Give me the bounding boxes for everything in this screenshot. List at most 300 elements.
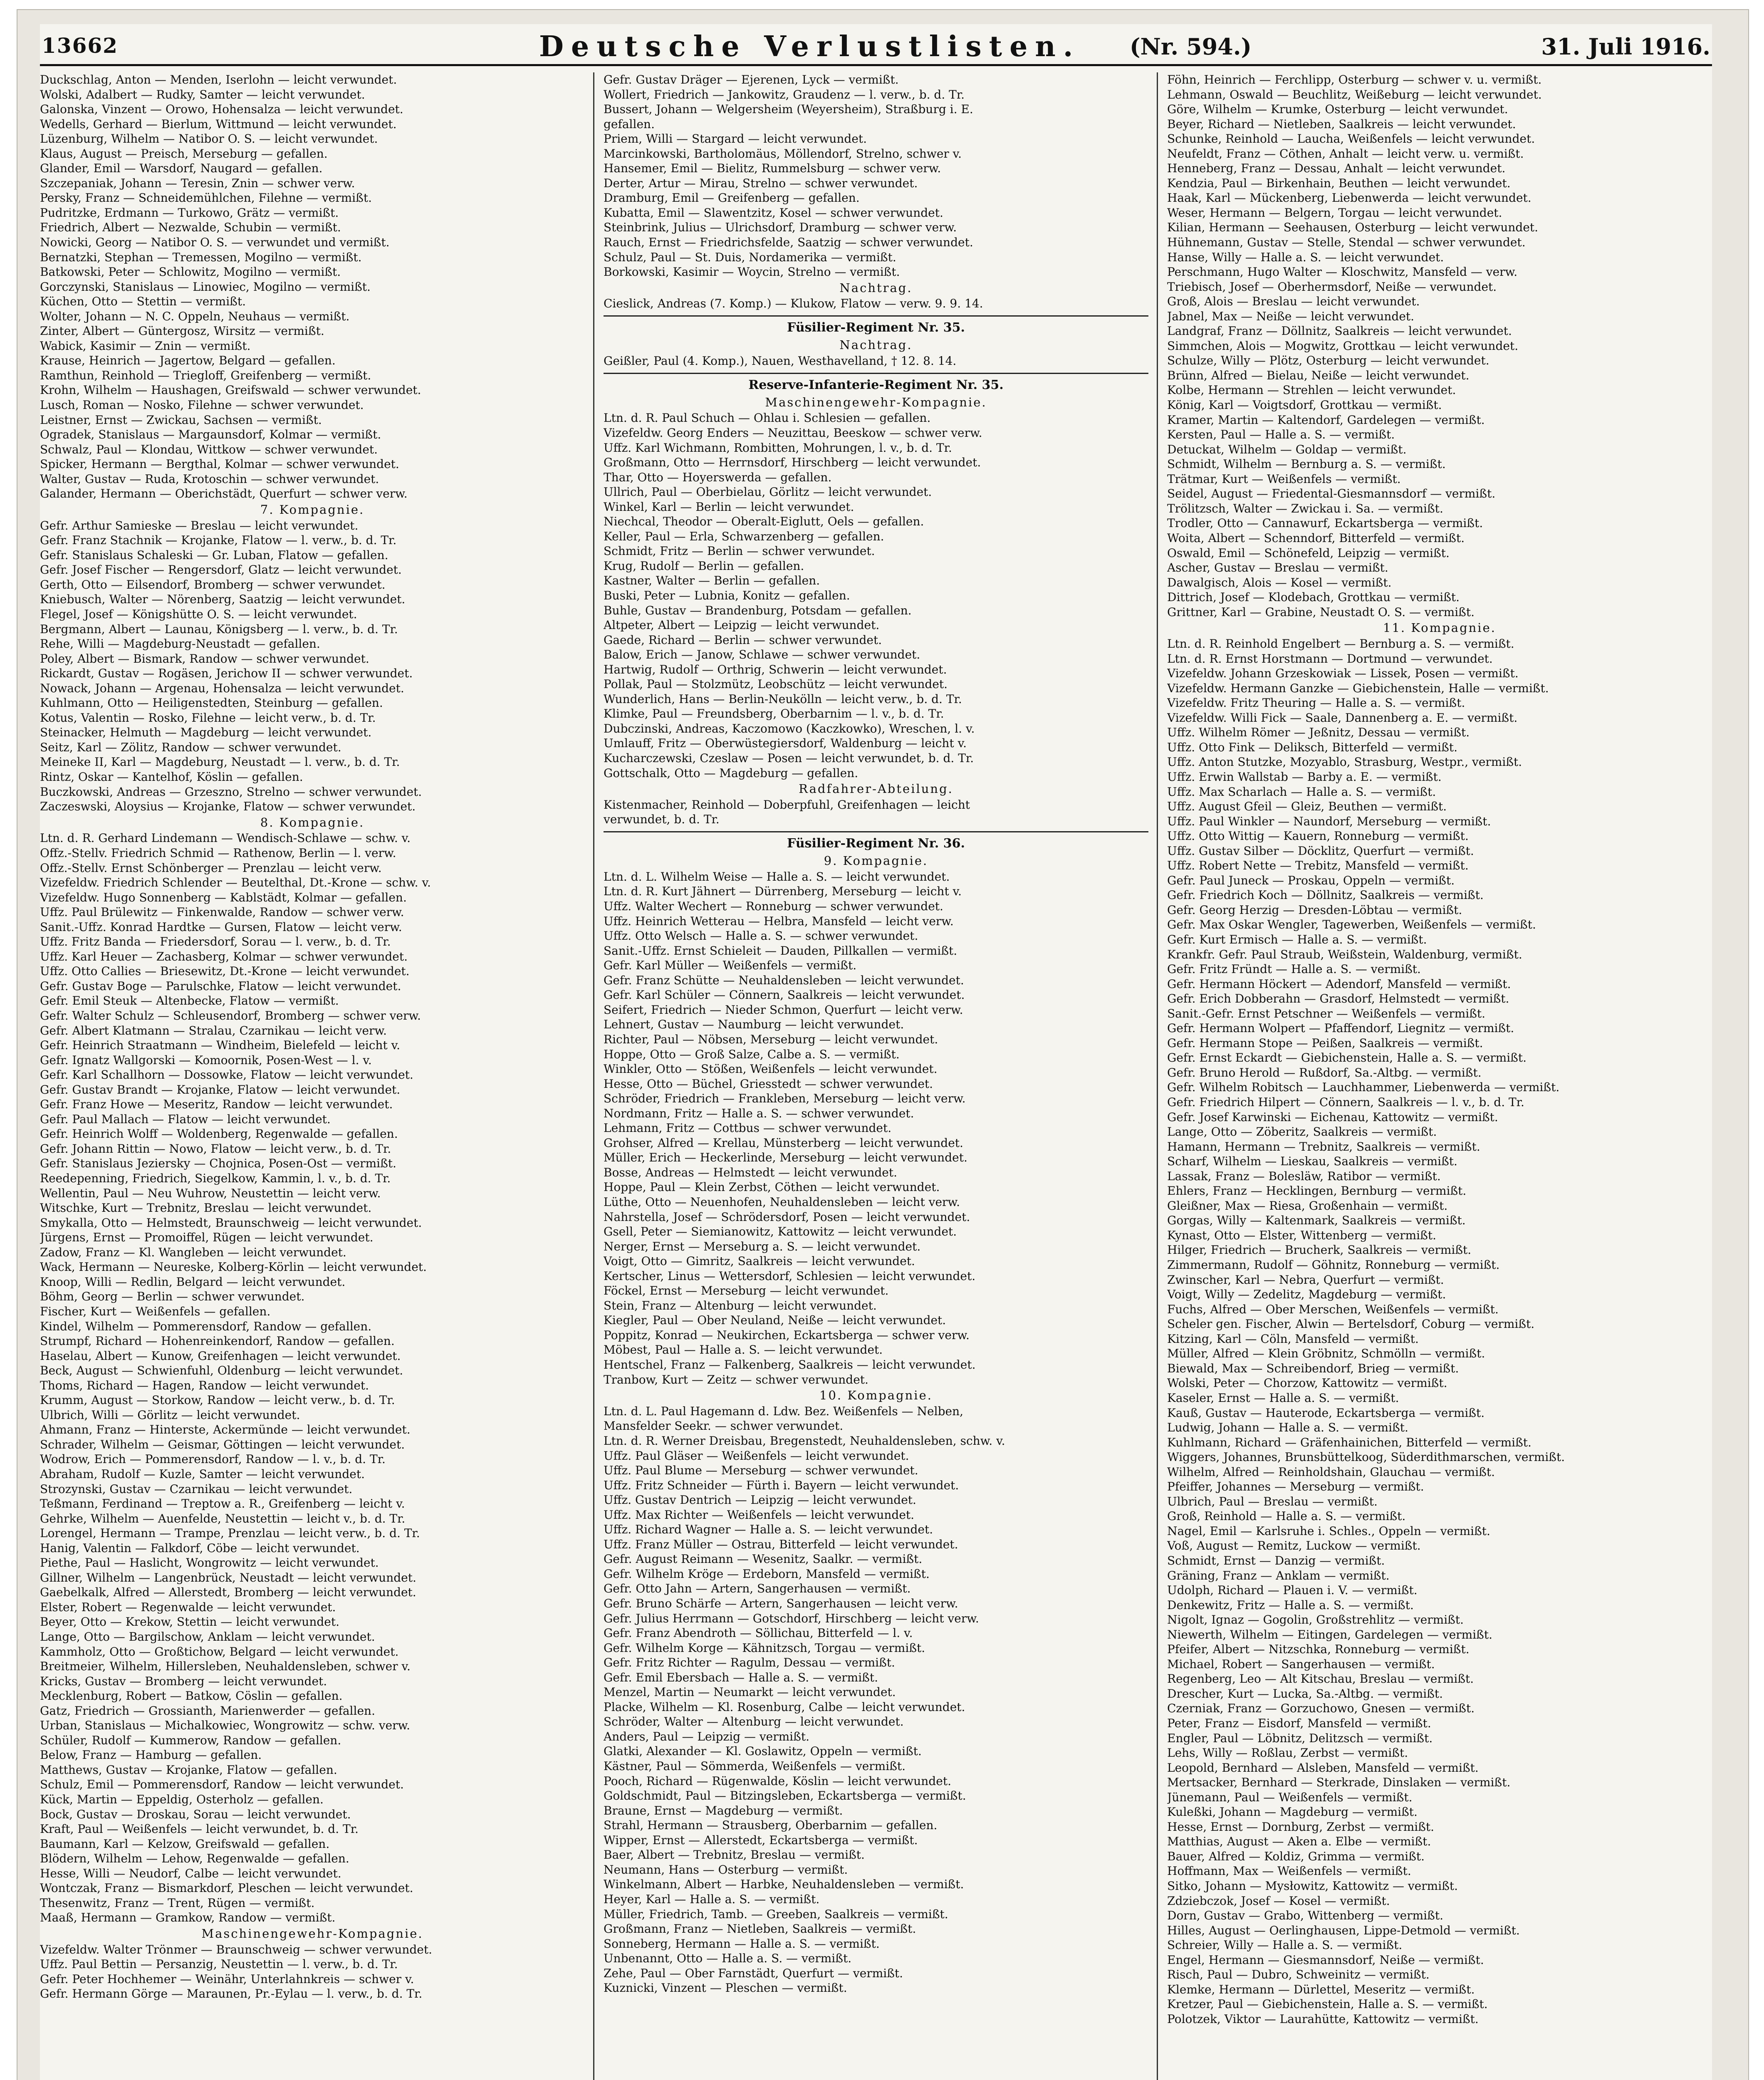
casualty-entry: Winkelmann, Albert — Harbke, Neuhaldensleben — vermißt.: [604, 1877, 964, 1892]
casualty-entry: Wipper, Ernst — Allerstedt, Eckartsberga — vermißt.: [604, 1833, 918, 1847]
casualty-entry: Niechcal, Theodor — Oberalt-Eiglutt, Oels — gefallen.: [604, 515, 924, 529]
casualty-entry: Ltn. d. R. Kurt Jähnert — Dürrenberg, Merseburg — leicht v.: [604, 884, 962, 899]
casualty-entry: Regenberg, Leo — Alt Kitschau, Breslau — vermißt.: [1167, 1672, 1474, 1686]
casualty-entry: Nigolt, Ignaz — Gogolin, Großstrehlitz — vermißt.: [1167, 1613, 1464, 1627]
casualty-entry: Jünemann, Paul — Weißenfels — vermißt.: [1167, 1790, 1413, 1804]
casualty-entry: Seitz, Karl — Zölitz, Randow — schwer verwundet.: [40, 740, 341, 754]
casualty-entry: Ltn. d. R. Ernst Horstmann — Dortmund — verwundet.: [1167, 651, 1493, 666]
casualty-entry: Gefr. Fritz Richter — Ragulm, Dessau — vermißt.: [604, 1656, 895, 1670]
casualty-entry: gefallen.: [604, 117, 655, 131]
casualty-entry: Kertscher, Linus — Wettersdorf, Schlesien — leicht verwundet.: [604, 1269, 976, 1283]
casualty-entry: Gefr. Paul Juneck — Proskau, Oppeln — vermißt.: [1167, 873, 1455, 887]
casualty-entry: Ltn. d. R. Werner Dreisbau, Bregenstedt, Neuhaldensleben, schw. v.: [604, 1434, 1005, 1448]
casualty-entry: Gefr. Franz Abendroth — Söllichau, Bitterfeld — l. v.: [604, 1626, 913, 1640]
casualty-entry: Kindel, Wilhelm — Pommerensdorf, Randow — gefallen.: [40, 1319, 372, 1333]
casualty-entry: Lehmann, Oswald — Beuchlitz, Weißeburg — leicht verwundet.: [1167, 87, 1542, 102]
casualty-entry: Wolski, Peter — Chorzow, Kattowitz — vermißt.: [1167, 1376, 1447, 1390]
casualty-entry: Bosse, Andreas — Helmstedt — leicht verwundet.: [604, 1165, 898, 1179]
casualty-entry: Voigt, Willy — Zedelitz, Magdeburg — vermißt.: [1167, 1288, 1446, 1302]
casualty-entry: Uffz. Paul Brülewitz — Finkenwalde, Randow — schwer verw.: [40, 905, 404, 919]
casualty-entry: Rickardt, Gustav — Rogäsen, Jerichow II — schwer verwundet.: [40, 666, 413, 681]
casualty-entry: Unbenannt, Otto — Halle a. S. — vermißt.: [604, 1951, 852, 1966]
casualty-entry: Risch, Paul — Dubro, Schweinitz — vermißt.: [1167, 1968, 1430, 1982]
casualty-entry: Kuhlmann, Richard — Gräfenhainichen, Bitterfeld — vermißt.: [1167, 1435, 1531, 1449]
regiment-heading: Reserve-Infanterie-Regiment Nr. 35.: [748, 377, 1004, 392]
casualty-entry: Kitzing, Karl — Cöln, Mansfeld — vermißt.: [1167, 1332, 1419, 1346]
column-divider: [1157, 72, 1158, 2080]
casualty-entry: Kuhlmann, Otto — Heiligenstedten, Steinburg — gefallen.: [40, 696, 383, 710]
casualty-entry: Lassak, Franz — Bolesläw, Ratibor — vermißt.: [1167, 1169, 1441, 1183]
newspaper-page: [40, 24, 1712, 2080]
casualty-entry: Dorn, Gustav — Grabo, Wittenberg — vermißt.: [1167, 1909, 1443, 1923]
unit-subheading: Nachtrag.: [839, 338, 913, 352]
casualty-entry: Peter, Franz — Eisdorf, Mansfeld — vermißt.: [1167, 1716, 1431, 1730]
casualty-entry: Vizefeldw. Friedrich Schlender — Beutelthal, Dt.-Krone — schw. v.: [40, 876, 431, 890]
casualty-entry: Mansfelder Seekr. — schwer verwundet.: [604, 1419, 844, 1433]
casualty-entry: Rauch, Ernst — Friedrichsfelde, Saatzig — schwer verwundet.: [604, 235, 973, 250]
unit-subheading: Nachtrag.: [839, 280, 913, 295]
casualty-entry: Gottschalk, Otto — Magdeburg — gefallen.: [604, 766, 858, 780]
casualty-entry: Poley, Albert — Bismark, Randow — schwer verwundet.: [40, 651, 369, 666]
casualty-entry: Scharf, Wilhelm — Lieskau, Saalkreis — vermißt.: [1167, 1154, 1457, 1169]
casualty-entry: Beyer, Richard — Nietleben, Saalkreis — leicht verwundet.: [1167, 117, 1516, 131]
casualty-entry: Uffz. Erwin Wallstab — Barby a. E. — vermißt.: [1167, 770, 1442, 784]
casualty-entry: Thar, Otto — Hoyerswerda — gefallen.: [604, 470, 832, 484]
casualty-entry: Fuchs, Alfred — Ober Merschen, Weißenfels — vermißt.: [1167, 1302, 1499, 1316]
casualty-entry: Gorczynski, Stanislaus — Linowiec, Mogilno — vermißt.: [40, 280, 371, 294]
casualty-entry: Gefr. Max Oskar Wengler, Tagewerben, Weißenfels — vermißt.: [1167, 918, 1536, 932]
section-rule: [604, 831, 1148, 832]
casualty-entry: Zinter, Albert — Güntergosz, Wirsitz — vermißt.: [40, 324, 324, 338]
page-number: 13662: [42, 33, 118, 58]
casualty-entry: Möbest, Paul — Halle a. S. — leicht verwundet.: [604, 1343, 883, 1357]
casualty-entry: Elster, Robert — Regenwalde — leicht verwundet.: [40, 1600, 336, 1614]
casualty-entry: Henneberg, Franz — Dessau, Anhalt — leicht verwundet.: [1167, 161, 1506, 176]
casualty-entry: Uffz. Max Scharlach — Halle a. S. — vermißt.: [1167, 785, 1436, 799]
casualty-entry: Seidel, August — Friedental-Giesmannsdorf — vermißt.: [1167, 487, 1496, 501]
casualty-entry: Batkowski, Peter — Schlowitz, Mogilno — vermißt.: [40, 265, 341, 279]
casualty-entry: Steinacker, Helmuth — Magdeburg — leicht verwundet.: [40, 726, 372, 740]
casualty-entry: Hentschel, Franz — Falkenberg, Saalkreis — leicht verwundet.: [604, 1357, 976, 1372]
casualty-entry: Strumpf, Richard — Hohenreinkendorf, Randow — gefallen.: [40, 1334, 395, 1348]
casualty-entry: Gorgas, Willy — Kaltenmark, Saalkreis — vermißt.: [1167, 1213, 1466, 1228]
page-header: [40, 24, 1712, 62]
unit-subheading: 8. Kompagnie.: [260, 815, 365, 830]
casualty-entry: Zaczeswski, Aloysius — Krojanke, Flatow — schwer verwundet.: [40, 800, 416, 814]
casualty-entry: Sonneberg, Hermann — Halle a. S. — vermißt.: [604, 1936, 880, 1951]
column-2: [604, 72, 1148, 2080]
casualty-entry: Schwalz, Paul — Klondau, Wittkow — schwer verwundet.: [40, 442, 378, 456]
casualty-entry: Gefr. Karl Schallhorn — Dossowke, Flatow — leicht verwundet.: [40, 1068, 413, 1082]
casualty-entry: Borkowski, Kasimir — Woycin, Strelno — vermißt.: [604, 265, 900, 279]
casualty-entry: Uffz. Karl Wichmann, Rombitten, Mohrungen, l. v., b. d. Tr.: [604, 441, 952, 455]
casualty-entry: Gefr. Wilhelm Robitsch — Lauchhammer, Liebenwerda — vermißt.: [1167, 1080, 1560, 1094]
casualty-entry: Detuckat, Wilhelm — Goldap — vermißt.: [1167, 442, 1407, 456]
unit-subheading: Maschinengewehr-Kompagnie.: [201, 1926, 423, 1941]
unit-subheading: 10. Kompagnie.: [819, 1388, 933, 1403]
casualty-entry: Kaseler, Ernst — Halle a. S. — vermißt.: [1167, 1391, 1399, 1405]
casualty-entry: Sanit.-Uffz. Ernst Schieleit — Dauden, Pillkallen — vermißt.: [604, 943, 957, 958]
casualty-entry: Uffz. Karl Heuer — Zachasberg, Kolmar — schwer verwundet.: [40, 949, 408, 963]
casualty-entry: Woita, Albert — Schenndorf, Bitterfeld — vermißt.: [1167, 531, 1465, 545]
casualty-entry: Nahrstella, Josef — Schrödersdorf, Posen — leicht verwundet.: [604, 1210, 970, 1224]
casualty-entry: Offz.-Stellv. Friedrich Schmid — Rathenow, Berlin — l. verw.: [40, 846, 396, 860]
casualty-entry: Haak, Karl — Mückenberg, Liebenwerda — leicht verwundet.: [1167, 191, 1531, 205]
casualty-entry: Sanit.-Uffz. Konrad Hardtke — Gursen, Flatow — leicht verw.: [40, 920, 402, 934]
casualty-entry: Heyer, Karl — Halle a. S. — vermißt.: [604, 1892, 820, 1906]
casualty-entry: Schulz, Emil — Pommerensdorf, Randow — leicht verwundet.: [40, 1778, 404, 1792]
casualty-entry: Stein, Franz — Altenburg — leicht verwundet.: [604, 1298, 877, 1312]
casualty-entry: Scheler gen. Fischer, Alwin — Bertelsdorf, Coburg — vermißt.: [1167, 1317, 1535, 1331]
casualty-entry: Gefr. Johann Rittin — Nowo, Flatow — leicht verw., b. d. Tr.: [40, 1142, 391, 1156]
casualty-entry: Kniebusch, Walter — Nörenberg, Saatzig — leicht verwundet.: [40, 592, 406, 607]
casualty-entry: Vizefeldw. Willi Fick — Saale, Dannenberg a. E. — vermißt.: [1167, 711, 1518, 725]
casualty-entry: Kück, Martin — Eppeldig, Osterholz — gefallen.: [40, 1793, 324, 1806]
casualty-entry: Vizefeldw. Walter Trönmer — Braunschweig — schwer verwundet.: [40, 1942, 433, 1956]
casualty-entry: Ulbrich, Paul — Breslau — vermißt.: [1167, 1494, 1378, 1508]
casualty-entry: Lüthe, Otto — Neuenhofen, Neuhaldensleben — leicht verw.: [604, 1195, 960, 1209]
casualty-entry: Engel, Hermann — Giesmannsdorf, Neiße — vermißt.: [1167, 1953, 1484, 1967]
casualty-entry: Vizefeldw. Georg Enders — Neuzittau, Beeskow — schwer verw.: [604, 426, 982, 440]
casualty-entry: Friedrich, Albert — Nezwalde, Schubin — vermißt.: [40, 220, 341, 235]
casualty-entry: Schmidt, Fritz — Berlin — schwer verwundet.: [604, 544, 875, 558]
unit-subheading: 7. Kompagnie.: [260, 502, 365, 517]
casualty-entry: Gefr. Peter Hochhemer — Weinähr, Unterlahnkreis — schwer v.: [40, 1972, 414, 1986]
column-divider: [593, 72, 594, 2080]
casualty-entry: Gefr. Hermann Höckert — Adendorf, Mansfeld — vermißt.: [1167, 977, 1511, 991]
casualty-entry: Nerger, Ernst — Merseburg a. S. — leicht verwundet.: [604, 1239, 921, 1253]
casualty-entry: Wodrow, Erich — Pommerensdorf, Randow — l. v., b. d. Tr.: [40, 1452, 386, 1466]
casualty-entry: Uffz. Otto Fink — Deliksch, Bitterfeld — vermißt.: [1167, 740, 1457, 754]
casualty-entry: Sitko, Johann — Mysłowitz, Kattowitz — vermißt.: [1167, 1879, 1458, 1893]
casualty-entry: Szczepaniak, Johann — Teresin, Znin — schwer verw.: [40, 176, 355, 190]
casualty-entry: Gefr. Hermann Stope — Peißen, Saalkreis — vermißt.: [1167, 1036, 1483, 1050]
casualty-entry: Baer, Albert — Trebnitz, Breslau — vermißt.: [604, 1848, 865, 1862]
casualty-entry: Zwinscher, Karl — Nebra, Querfurt — vermißt.: [1167, 1273, 1444, 1287]
casualty-entry: Lorengel, Hermann — Trampe, Prenzlau — leicht verw., b. d. Tr.: [40, 1526, 420, 1540]
casualty-entry: Vizefeldw. Hugo Sonnenberg — Kablstädt, Kolmar — gefallen.: [40, 890, 407, 904]
casualty-entry: Hesse, Otto — Büchel, Griesstedt — schwer verwundet.: [604, 1077, 933, 1091]
casualty-entry: Uffz. Robert Nette — Trebitz, Mansfeld — vermißt.: [1167, 859, 1469, 873]
casualty-entry: Priem, Willi — Stargard — leicht verwundet.: [604, 132, 867, 146]
casualty-entry: Göre, Wilhelm — Krumke, Osterburg — leicht verwundet.: [1167, 102, 1508, 116]
casualty-entry: Schrader, Wilhelm — Geismar, Göttingen — leicht verwundet.: [40, 1437, 405, 1451]
casualty-entry: Wack, Hermann — Neureske, Kolberg-Körlin — leicht verwundet.: [40, 1260, 427, 1274]
page-title: Deutsche Verlustlisten.: [539, 30, 1081, 63]
casualty-entry: Uffz. Paul Gläser — Weißenfels — leicht verwundet.: [604, 1449, 909, 1463]
casualty-entry: Gaede, Richard — Berlin — schwer verwundet.: [604, 633, 882, 647]
casualty-entry: Hartwig, Rudolf — Orthrig, Schwerin — leicht verwundet.: [604, 662, 947, 676]
casualty-entry: Vizefeldw. Hermann Ganzke — Giebichenstein, Halle — vermißt.: [1167, 681, 1549, 695]
casualty-entry: König, Karl — Voigtsdorf, Grottkau — vermißt.: [1167, 398, 1442, 412]
casualty-entry: Ltn. d. R. Reinhold Engelbert — Bernburg a. S. — vermißt.: [1167, 637, 1514, 651]
casualty-entry: Müller, Friedrich, Tamb. — Greeben, Saalkreis — vermißt.: [604, 1907, 948, 1921]
casualty-entry: Lange, Otto — Zöberitz, Saalkreis — vermißt.: [1167, 1125, 1437, 1139]
casualty-entry: Pollak, Paul — Stolzmütz, Leobschütz — leicht verwundet.: [604, 677, 948, 691]
issue-number: (Nr. 594.): [1130, 33, 1252, 60]
casualty-entry: Gefr. Walter Schulz — Schleusendorf, Bromberg — schwer verw.: [40, 1009, 421, 1023]
casualty-entry: Engler, Paul — Löbnitz, Delitzsch — vermißt.: [1167, 1731, 1433, 1745]
casualty-entry: Nagel, Emil — Karlsruhe i. Schles., Oppeln — vermißt.: [1167, 1524, 1490, 1538]
casualty-entry: Duckschlag, Anton — Menden, Iserlohn — leicht verwundet.: [40, 73, 397, 87]
casualty-entry: Gefr. Emil Ebersbach — Halle a. S. — vermißt.: [604, 1670, 878, 1684]
casualty-entry: Galander, Hermann — Oberichstädt, Querfurt — schwer verw.: [40, 487, 408, 501]
casualty-entry: Umlauff, Fritz — Oberwüstegiersdorf, Waldenburg — leicht v.: [604, 736, 967, 750]
casualty-entry: Krug, Rudolf — Berlin — gefallen.: [604, 559, 804, 573]
casualty-entry: Hansemer, Emil — Bielitz, Rummelsburg — schwer verw.: [604, 161, 941, 176]
casualty-entry: Uffz. Gustav Silber — Döcklitz, Querfurt — vermißt.: [1167, 844, 1474, 858]
casualty-entry: Anders, Paul — Leipzig — vermißt.: [604, 1729, 809, 1743]
casualty-entry: Grohser, Alfred — Krellau, Münsterberg — leicht verwundet.: [604, 1136, 963, 1150]
casualty-entry: Cieslick, Andreas (7. Komp.) — Klukow, Flatow — verw. 9. 9. 14.: [604, 297, 983, 311]
casualty-entry: Meineke II, Karl — Magdeburg, Neustadt — l. verw., b. d. Tr.: [40, 755, 400, 769]
casualty-entry: Schmidt, Ernst — Danzig — vermißt.: [1167, 1553, 1385, 1567]
casualty-entry: Gleißner, Max — Riesa, Großenhain — vermißt.: [1167, 1198, 1448, 1213]
casualty-entry: Kammholz, Otto — Großtichow, Belgard — leicht verwundet.: [40, 1644, 399, 1659]
casualty-entry: Abraham, Rudolf — Kuzle, Samter — leicht verwundet.: [40, 1467, 365, 1481]
casualty-entry: Gefr. Franz Howe — Meseritz, Randow — leicht verwundet.: [40, 1097, 393, 1112]
casualty-entry: Below, Franz — Hamburg — gefallen.: [40, 1748, 262, 1762]
casualty-entry: Polotzek, Viktor — Laurahütte, Kattowitz — vermißt.: [1167, 2012, 1479, 2026]
casualty-entry: Dawalgisch, Alois — Kosel — vermißt.: [1167, 575, 1392, 589]
casualty-entry: Michael, Robert — Sangerhausen — vermißt.: [1167, 1657, 1435, 1671]
casualty-entry: Uffz. Paul Bettin — Persanzig, Neustettin — l. verw., b. d. Tr.: [40, 1957, 398, 1971]
casualty-entry: Marcinkowski, Bartholomäus, Möllendorf, Strelno, schwer v.: [604, 146, 962, 161]
casualty-entry: Uffz. Walter Wechert — Ronneburg — schwer verwundet.: [604, 899, 943, 914]
casualty-entry: Ogradek, Stanislaus — Margaunsdorf, Kolmar — vermißt.: [40, 428, 381, 442]
casualty-entry: Kricks, Gustav — Bromberg — leicht verwundet.: [40, 1674, 327, 1688]
casualty-entry: Wiggers, Johannes, Brunsbüttelkoog, Süderdithmarschen, vermißt.: [1167, 1450, 1565, 1464]
casualty-entry: Ludwig, Johann — Halle a. S. — vermißt.: [1167, 1421, 1408, 1435]
casualty-entry: Hanig, Valentin — Falkdorf, Cöbe — leicht verwundet.: [40, 1541, 360, 1555]
casualty-entry: Schunke, Reinhold — Laucha, Weißenfels — leicht verwundet.: [1167, 132, 1535, 146]
casualty-entry: Groß, Alois — Breslau — leicht verwundet.: [1167, 295, 1420, 309]
unit-subheading: 11. Kompagnie.: [1383, 621, 1496, 635]
casualty-entry: Neufeldt, Franz — Cöthen, Anhalt — leicht verw. u. vermißt.: [1167, 146, 1524, 161]
casualty-entry: Hesse, Ernst — Dornburg, Zerbst — vermißt.: [1167, 1820, 1435, 1834]
casualty-entry: Gefr. Heinrich Wolff — Woldenberg, Regenwalde — gefallen.: [40, 1127, 398, 1141]
casualty-entry: Walter, Gustav — Ruda, Krotoschin — schwer verwundet.: [40, 472, 379, 486]
casualty-entry: Gefr. Emil Steuk — Altenbecke, Flatow — vermißt.: [40, 994, 339, 1008]
casualty-entry: Lange, Otto — Bargilschow, Anklam — leicht verwundet.: [40, 1629, 375, 1644]
casualty-entry: Kraft, Paul — Weißenfels — leicht verwundet, b. d. Tr.: [40, 1822, 359, 1836]
casualty-entry: Gefr. Ernst Eckardt — Giebichenstein, Halle a. S. — vermißt.: [1167, 1051, 1527, 1065]
casualty-entry: Kastner, Walter — Berlin — gefallen.: [604, 574, 820, 588]
casualty-entry: Kucharczewski, Czeslaw — Posen — leicht verwundet, b. d. Tr.: [604, 751, 974, 765]
casualty-entry: Ascher, Gustav — Breslau — vermißt.: [1167, 561, 1388, 575]
casualty-entry: Wabick, Kasimir — Znin — vermißt.: [40, 339, 251, 353]
casualty-entry: Uffz. Otto Welsch — Halle a. S. — schwer verwundet.: [604, 929, 918, 943]
casualty-entry: Bock, Gustav — Droskau, Sorau — leicht verwundet.: [40, 1807, 351, 1821]
casualty-entry: Gehrke, Wilhelm — Auenfelde, Neustettin — leicht v., b. d. Tr.: [40, 1511, 406, 1525]
casualty-entry: Uffz. August Gfeil — Gleiz, Beuthen — vermißt.: [1167, 800, 1447, 814]
casualty-entry: Gefr. Erich Dobberahn — Grasdorf, Helmstedt — vermißt.: [1167, 992, 1509, 1006]
casualty-entry: Gefr. Kurt Ermisch — Halle a. S. — vermißt.: [1167, 933, 1427, 946]
casualty-entry: Gefr. Franz Stachnik — Krojanke, Flatow — l. verw., b. d. Tr.: [40, 533, 397, 547]
casualty-entry: Altpeter, Albert — Leipzig — leicht verwundet.: [604, 618, 880, 632]
regiment-heading: Füsilier-Regiment Nr. 36.: [787, 836, 965, 851]
casualty-entry: Krankfr. Gefr. Paul Straub, Weißstein, Waldenburg, vermißt.: [1167, 947, 1522, 961]
casualty-entry: Klemke, Hermann — Dürlettel, Meseritz — vermißt.: [1167, 1982, 1475, 1996]
casualty-entry: Menzel, Martin — Neumarkt — leicht verwundet.: [604, 1685, 896, 1699]
casualty-entry: Weser, Hermann — Belgern, Torgau — leicht verwundet.: [1167, 206, 1502, 220]
casualty-entry: Vizefeldw. Johann Grzeskowiak — Lissek, Posen — vermißt.: [1167, 666, 1519, 681]
casualty-entry: Gefr. Paul Mallach — Flatow — leicht verwundet.: [40, 1112, 331, 1126]
casualty-entry: Strahl, Hermann — Strausberg, Oberbarnim — gefallen.: [604, 1818, 938, 1832]
casualty-entry: Müller, Alfred — Klein Gröbnitz, Schmölln — vermißt.: [1167, 1347, 1485, 1361]
casualty-entry: Galonska, Vinzent — Orowo, Hohensalza — leicht verwundet.: [40, 102, 403, 116]
casualty-entry: Hoppe, Otto — Groß Salze, Calbe a. S. — vermißt.: [604, 1047, 900, 1061]
casualty-entry: Wilhelm, Alfred — Reinholdshain, Glauchau — vermißt.: [1167, 1465, 1495, 1479]
casualty-entry: Hanse, Willy — Halle a. S. — leicht verwundet.: [1167, 250, 1444, 264]
casualty-entry: Niewerth, Wilhelm — Eitingen, Gardelegen — vermißt.: [1167, 1627, 1493, 1642]
casualty-entry: Buski, Peter — Lubnia, Konitz — gefallen.: [604, 588, 850, 602]
casualty-entry: Seifert, Friedrich — Nieder Schmon, Querfurt — leicht verw.: [604, 1003, 963, 1017]
casualty-entry: Gaebelkalk, Alfred — Allerstedt, Bromberg — leicht verwundet.: [40, 1585, 416, 1600]
casualty-entry: Schulze, Willy — Plötz, Osterburg — leicht verwundet.: [1167, 354, 1489, 368]
casualty-entry: Böhm, Georg — Berlin — schwer verwundet.: [40, 1290, 305, 1304]
casualty-entry: Bergmann, Albert — Launau, Königsberg — l. verw., b. d. Tr.: [40, 622, 398, 636]
casualty-entry: Fischer, Kurt — Weißenfels — gefallen.: [40, 1304, 271, 1318]
casualty-entry: Wollert, Friedrich — Jankowitz, Graudenz — l. verw., b. d. Tr.: [604, 87, 965, 102]
casualty-entry: Zadow, Franz — Kl. Wangleben — leicht verwundet.: [40, 1245, 346, 1259]
casualty-entry: Glander, Emil — Warsdorf, Naugard — gefallen.: [40, 161, 323, 176]
casualty-entry: Smykalla, Otto — Helmstedt, Braunschweig — leicht verwundet.: [40, 1216, 422, 1230]
casualty-entry: Gefr. Franz Schütte — Neuhaldensleben — leicht verwundet.: [604, 973, 964, 987]
casualty-entry: Czerniak, Franz — Gorzuchowo, Gnesen — vermißt.: [1167, 1701, 1475, 1716]
casualty-entry: Lusch, Roman — Nosko, Filehne — schwer verwundet.: [40, 398, 364, 412]
casualty-entry: Uffz. Otto Wittig — Kauern, Ronneburg — vermißt.: [1167, 829, 1469, 843]
casualty-entry: Kauß, Gustav — Hauterode, Eckartsberga — vermißt.: [1167, 1406, 1485, 1420]
casualty-entry: Tranbow, Kurt — Zeitz — schwer verwundet.: [604, 1372, 868, 1387]
casualty-entry: Gillner, Wilhelm — Langenbrück, Neustadt — leicht verwundet.: [40, 1570, 416, 1585]
casualty-entry: Uffz. Otto Callies — Briesewitz, Dt.-Krone — leicht verwundet.: [40, 964, 410, 978]
casualty-entry: Gefr. Josef Fischer — Rengersdorf, Glatz — leicht verwundet.: [40, 563, 402, 577]
casualty-entry: Gefr. Gustav Dräger — Ejerenen, Lyck — vermißt.: [604, 73, 899, 87]
casualty-entry: Landgraf, Franz — Döllnitz, Saalkreis — leicht verwundet.: [1167, 324, 1512, 338]
casualty-entry: Buhle, Gustav — Brandenburg, Potsdam — gefallen.: [604, 603, 912, 617]
casualty-entry: Perschmann, Hugo Walter — Kloschwitz, Mansfeld — verw.: [1167, 265, 1518, 279]
casualty-entry: Leistner, Ernst — Zwickau, Sachsen — vermißt.: [40, 413, 322, 427]
casualty-entry: Gefr. Bruno Herold — Rußdorf, Sa.-Altbg. — vermißt.: [1167, 1065, 1482, 1080]
casualty-entry: Gefr. Hermann Görge — Maraunen, Pr.-Eylau — l. verw., b. d. Tr.: [40, 1987, 423, 2001]
casualty-entry: Gefr. Julius Herrmann — Gotschdorf, Hirschberg — leicht verw.: [604, 1611, 979, 1625]
casualty-entry: Kiegler, Paul — Ober Neuland, Neiße — leicht verwundet.: [604, 1313, 946, 1327]
casualty-entry: Grittner, Karl — Grabine, Neustadt O. S. — vermißt.: [1167, 605, 1475, 619]
casualty-entry: Uffz. Gustav Dentrich — Leipzig — leicht verwundet.: [604, 1493, 916, 1507]
casualty-entry: Matthews, Gustav — Krojanke, Flatow — gefallen.: [40, 1763, 337, 1777]
casualty-entry: Biewald, Max — Schreibendorf, Brieg — vermißt.: [1167, 1361, 1459, 1375]
casualty-entry: Dramburg, Emil — Greifenberg — gefallen.: [604, 191, 860, 205]
casualty-entry: Gefr. Karl Müller — Weißenfels — vermißt.: [604, 958, 857, 973]
casualty-entry: Gefr. Gustav Brandt — Krojanke, Flatow — leicht verwundet.: [40, 1082, 401, 1097]
casualty-entry: Ramthun, Reinhold — Triegloff, Greifenberg — vermißt.: [40, 368, 371, 382]
casualty-entry: Schulz, Paul — St. Duis, Nordamerika — vermißt.: [604, 250, 896, 264]
casualty-entry: Gefr. Josef Karwinski — Eichenau, Kattowitz — vermißt.: [1167, 1110, 1498, 1124]
unit-subheading: 9. Kompagnie.: [824, 854, 928, 868]
casualty-entry: Kynast, Otto — Elster, Wittenberg — vermißt.: [1167, 1228, 1436, 1242]
casualty-entry: Blödern, Wilhelm — Lehow, Regenwalde — gefallen.: [40, 1852, 349, 1866]
casualty-entry: Vizefeldw. Fritz Theuring — Halle a. S. — vermißt.: [1167, 696, 1465, 710]
casualty-entry: Hamann, Hermann — Trebnitz, Saalkreis — vermißt.: [1167, 1139, 1480, 1154]
casualty-entry: Trölitzsch, Walter — Zwickau i. Sa. — vermißt.: [1167, 501, 1443, 515]
casualty-entry: Lüzenburg, Wilhelm — Natibor O. S. — leicht verwundet.: [40, 132, 378, 146]
casualty-entry: Uffz. Wilhelm Römer — Jeßnitz, Dessau — vermißt.: [1167, 726, 1470, 740]
casualty-entry: Bernatzki, Stephan — Tremessen, Mogilno — vermißt.: [40, 250, 362, 264]
casualty-entry: Rehe, Willi — Magdeburg-Neustadt — gefallen.: [40, 637, 320, 651]
casualty-entry: Wolski, Adalbert — Rudky, Samter — leicht verwundet.: [40, 87, 365, 102]
casualty-entry: Gefr. Stanislaus Jeziersky — Chojnica, Posen-Ost — vermißt.: [40, 1156, 396, 1171]
casualty-entry: Hesse, Willi — Neudorf, Calbe — leicht verwundet.: [40, 1866, 341, 1880]
casualty-entry: Ltn. d. L. Paul Hagemann d. Ldw. Bez. Weißenfels — Nelben,: [604, 1404, 964, 1418]
casualty-entry: Oswald, Emil — Schönefeld, Leipzig — vermißt.: [1167, 546, 1450, 560]
section-rule: [604, 373, 1148, 374]
casualty-entry: Uffz. Fritz Schneider — Fürth i. Bayern — leicht verwundet.: [604, 1478, 959, 1492]
casualty-entry: Spicker, Hermann — Bergthal, Kolmar — schwer verwundet.: [40, 457, 399, 471]
casualty-entry: Schröder, Walter — Altenburg — leicht verwundet.: [604, 1715, 904, 1729]
casualty-entry: Gsell, Peter — Siemianowitz, Kattowitz — leicht verwundet.: [604, 1225, 957, 1239]
casualty-entry: Ltn. d. L. Wilhelm Weise — Halle a. S. — leicht verwundet.: [604, 869, 950, 884]
unit-subheading: Maschinengewehr-Kompagnie.: [765, 395, 987, 409]
casualty-entry: Zimmermann, Rudolf — Göhnitz, Ronneburg — vermißt.: [1167, 1258, 1500, 1272]
casualty-entry: Ltn. d. R. Gerhard Lindemann — Wendisch-Schlawe — schw. v.: [40, 831, 411, 845]
casualty-entry: Hühnemann, Gustav — Stelle, Stendal — schwer verwundet.: [1167, 235, 1526, 250]
unit-subheading: Radfahrer-Abteilung.: [799, 782, 953, 796]
casualty-entry: Offz.-Stellv. Ernst Schönberger — Prenzlau — leicht verw.: [40, 861, 382, 875]
casualty-entry: Gefr. Fritz Fründt — Halle a. S. — vermißt.: [1167, 962, 1421, 976]
casualty-entry: Gefr. Hermann Wolpert — Pfaffendorf, Liegnitz — vermißt.: [1167, 1021, 1514, 1035]
casualty-entry: Uffz. Franz Müller — Ostrau, Bitterfeld — leicht verwundet.: [604, 1537, 958, 1551]
casualty-entry: Goldschmidt, Paul — Bitzingsleben, Eckartsberga — vermißt.: [604, 1789, 966, 1803]
column-1: [40, 72, 585, 2080]
casualty-entry: Bauer, Alfred — Koldiz, Grimma — vermißt.: [1167, 1849, 1425, 1863]
casualty-entry: Trätmar, Kurt — Weißenfels — vermißt.: [1167, 472, 1401, 486]
casualty-entry: verwundet, b. d. Tr.: [604, 812, 720, 827]
casualty-entry: Thesenwitz, Franz — Trent, Rügen — vermißt.: [40, 1896, 315, 1910]
casualty-entry: Gefr. Otto Jahn — Artern, Sangerhausen — vermißt.: [604, 1582, 911, 1596]
casualty-entry: Küchen, Otto — Stettin — vermißt.: [40, 295, 246, 309]
header-rule: [40, 64, 1712, 66]
casualty-entry: Gefr. Bruno Schärfe — Artern, Sangerhausen — leicht verw.: [604, 1597, 958, 1611]
casualty-entry: Maaß, Hermann — Gramkow, Randow — vermißt.: [40, 1911, 336, 1925]
casualty-entry: Persky, Franz — Schneidemühlchen, Filehne — vermißt.: [40, 191, 372, 205]
casualty-entry: Thoms, Richard — Hagen, Randow — leicht verwundet.: [40, 1378, 369, 1392]
casualty-entry: Wellentin, Paul — Neu Wuhrow, Neustettin — leicht verw.: [40, 1186, 381, 1200]
casualty-entry: Föckel, Ernst — Merseburg — leicht verwundet.: [604, 1284, 889, 1298]
casualty-entry: Ulbrich, Willi — Görlitz — leicht verwundet.: [40, 1408, 300, 1422]
casualty-entry: Kotus, Valentin — Rosko, Filehne — leicht verw., b. d. Tr.: [40, 711, 376, 725]
casualty-entry: Glatki, Alexander — Kl. Goslawitz, Oppeln — vermißt.: [604, 1744, 922, 1758]
casualty-entry: Gräning, Franz — Anklam — vermißt.: [1167, 1568, 1390, 1582]
casualty-entry: Kuleßki, Johann — Magdeburg — vermißt.: [1167, 1805, 1418, 1819]
casualty-entry: Matthias, August — Aken a. Elbe — vermißt.: [1167, 1835, 1431, 1849]
casualty-entry: Kersten, Paul — Halle a. S. — vermißt.: [1167, 428, 1395, 442]
casualty-entry: Krause, Heinrich — Jagertow, Belgard — gefallen.: [40, 354, 336, 368]
casualty-entry: Krumm, August — Storkow, Randow — leicht verw., b. d. Tr.: [40, 1393, 395, 1407]
casualty-entry: Beyer, Otto — Krekow, Stettin — leicht verwundet.: [40, 1615, 340, 1629]
casualty-entry: Derter, Artur — Mirau, Strelno — schwer verwundet.: [604, 176, 918, 190]
casualty-entry: Balow, Erich — Janow, Schlawe — schwer verwundet.: [604, 648, 920, 662]
casualty-entry: Teßmann, Ferdinand — Treptow a. R., Greifenberg — leicht v.: [40, 1497, 405, 1511]
casualty-entry: Ullrich, Paul — Oberbielau, Görlitz — leicht verwundet.: [604, 485, 932, 499]
casualty-entry: Gefr. August Reimann — Wesenitz, Saalkr. — vermißt.: [604, 1552, 923, 1566]
casualty-entry: Müller, Erich — Heckerlinde, Merseburg — leicht verwundet.: [604, 1151, 967, 1165]
casualty-entry: Braune, Ernst — Magdeburg — vermißt.: [604, 1803, 843, 1818]
casualty-entry: Groß, Reinhold — Halle a. S. — vermißt.: [1167, 1509, 1406, 1523]
casualty-entry: Lehmann, Fritz — Cottbus — schwer verwundet.: [604, 1121, 892, 1135]
casualty-entry: Jabnel, Max — Neiße — leicht verwundet.: [1167, 309, 1415, 323]
casualty-entry: Pooch, Richard — Rügenwalde, Köslin — leicht verwundet.: [604, 1774, 951, 1788]
